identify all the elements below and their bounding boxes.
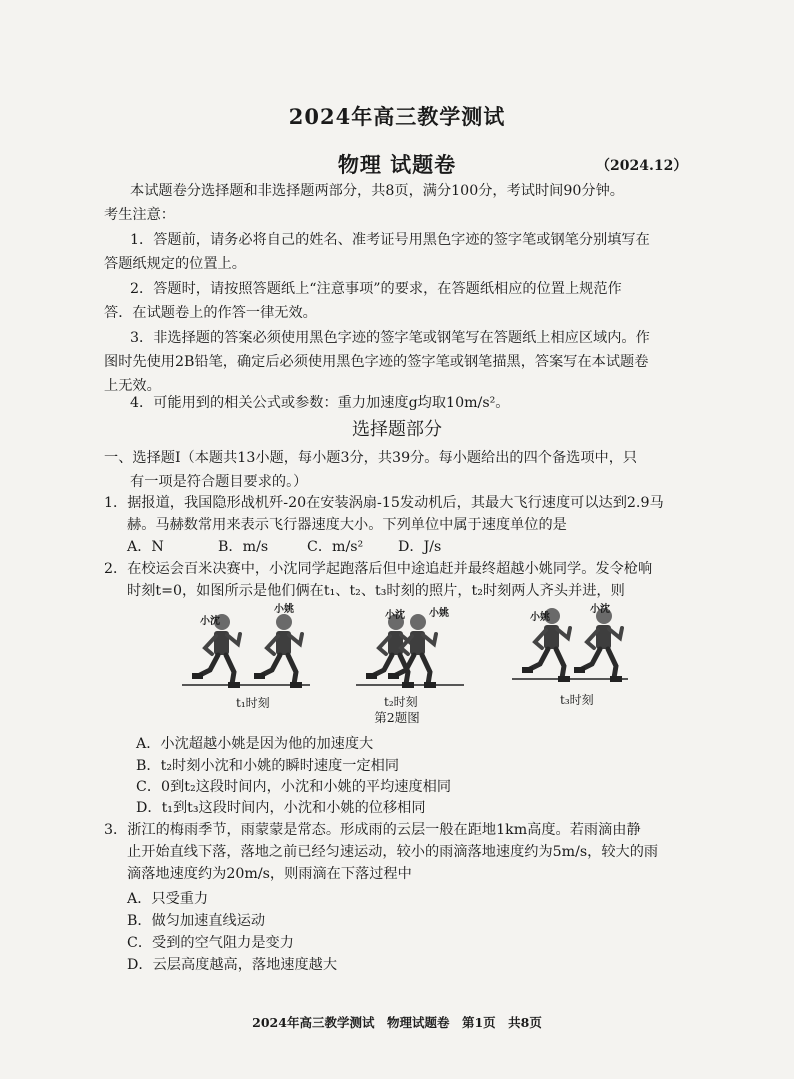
question-1-option-d: D．J/s: [398, 539, 442, 555]
notice-line: 2．答题时，请按照答题纸上“注意事项”的要求，在答题纸相应的位置上规范作: [130, 281, 622, 297]
question-1-text: 1．据报道，我国隐形战机歼-20在安装涡扇-15发动机后，其最大飞行速度可以达到2.9马: [104, 495, 664, 511]
question-2-option-a: A．小沈超越小姚是因为他的加速度大: [136, 736, 374, 752]
question-3-text: 3．浙江的梅雨季节，雨蒙蒙是常态。形成雨的云层一般在距地1km高度。若雨滴由静: [104, 822, 641, 838]
runner-name-label: 小姚: [530, 612, 550, 623]
notice-line: 答题纸规定的位置上。: [104, 256, 246, 272]
time-label-t2: t₂时刻: [384, 695, 418, 709]
question-2-option-b: B．t₂时刻小沈和小姚的瞬时速度一定相同: [136, 758, 400, 774]
notice-line: 上无效。: [104, 378, 161, 394]
runner-figure: [254, 614, 302, 688]
notice-title: 考生注意：: [104, 207, 175, 223]
notice-line: 3．非选择题的答案必须使用黑色字迹的签字笔或钢笔写在答题纸上相应区域内。作: [130, 330, 650, 346]
runner-name-label: 小沈: [200, 616, 220, 627]
question-1-option-b: B．m/s: [218, 539, 269, 555]
question-3-option-b: B．做匀加速直线运动: [127, 913, 266, 929]
question-2-option-c: C．0到t₂这段时间内，小沈和小姚的平均速度相同: [136, 779, 452, 795]
question-3-option-c: C．受到的空气阻力是变力: [127, 935, 294, 951]
question-1-text: 赫。马赫数常用来表示飞行器速度大小。下列单位中属于速度单位的是: [127, 517, 567, 533]
question-2-text: 时刻t=0，如图所示是他们俩在t₁、t₂、t₃时刻的照片，t₂时刻两人齐头并进，则: [127, 583, 625, 599]
exam-subtitle: 物理 试题卷: [337, 152, 457, 177]
time-label-t1: t₁时刻: [236, 696, 270, 710]
question-3-option-d: D．云层高度越高，落地速度越大: [127, 957, 338, 973]
runner-name-label: 小沈: [385, 610, 405, 621]
question-1-option-a: A．N: [127, 539, 164, 555]
time-label-t3: t₃时刻: [560, 693, 594, 707]
question-3-option-a: A．只受重力: [127, 891, 209, 907]
question-2-text: 2．在校运会百米决赛中，小沈同学起跑落后但中途追赶并最终超越小姚同学。发令枪响: [104, 561, 653, 577]
runner-name-label: 小沈: [590, 604, 610, 615]
runner-figure: [574, 608, 622, 682]
notice-line: 答．在试题卷上的作答一律无效。: [104, 305, 317, 321]
question-3-text: 滴落地速度约为20m/s，则雨滴在下落过程中: [127, 866, 412, 882]
page-footer: 2024年高三教学测试 物理试题卷 第1页 共8页: [252, 1015, 542, 1030]
question-2-option-d: D．t₁到t₃这段时间内，小沈和小姚的位移相同: [136, 800, 426, 816]
notice-line: 4．可能用到的相关公式或参数：重力加速度g均取10m/s²。: [130, 395, 510, 411]
runner-name-label: 小姚: [274, 604, 294, 615]
part-header: 有一项是符合题目要求的。）: [130, 474, 308, 490]
figure-caption: 第2题图: [374, 710, 420, 725]
intro-text: 本试题卷分选择题和非选择题两部分，共8页，满分100分，考试时间90分钟。: [130, 183, 624, 199]
exam-title: 2024年高三教学测试: [288, 104, 506, 129]
question-1-option-c: C．m/s²: [307, 539, 364, 555]
exam-date: （2024.12）: [596, 158, 688, 174]
runner-name-label: 小姚: [429, 608, 449, 619]
notice-line: 1．答题前，请务必将自己的姓名、准考证号用黑色字迹的签字笔或钢笔分别填写在: [130, 232, 650, 248]
notice-line: 图时先使用2B铅笔，确定后必须使用黑色字迹的签字笔或钢笔描黑，答案写在本试题卷: [104, 354, 649, 370]
part-header: 一、选择题Ⅰ（本题共13小题，每小题3分，共39分。每小题给出的四个备选项中，只: [104, 450, 638, 466]
section-title: 选择题部分: [352, 419, 442, 440]
question-3-text: 止开始直线下落，落地之前已经匀速运动，较小的雨滴落地速度约为5m/s，较大的雨: [127, 844, 659, 860]
